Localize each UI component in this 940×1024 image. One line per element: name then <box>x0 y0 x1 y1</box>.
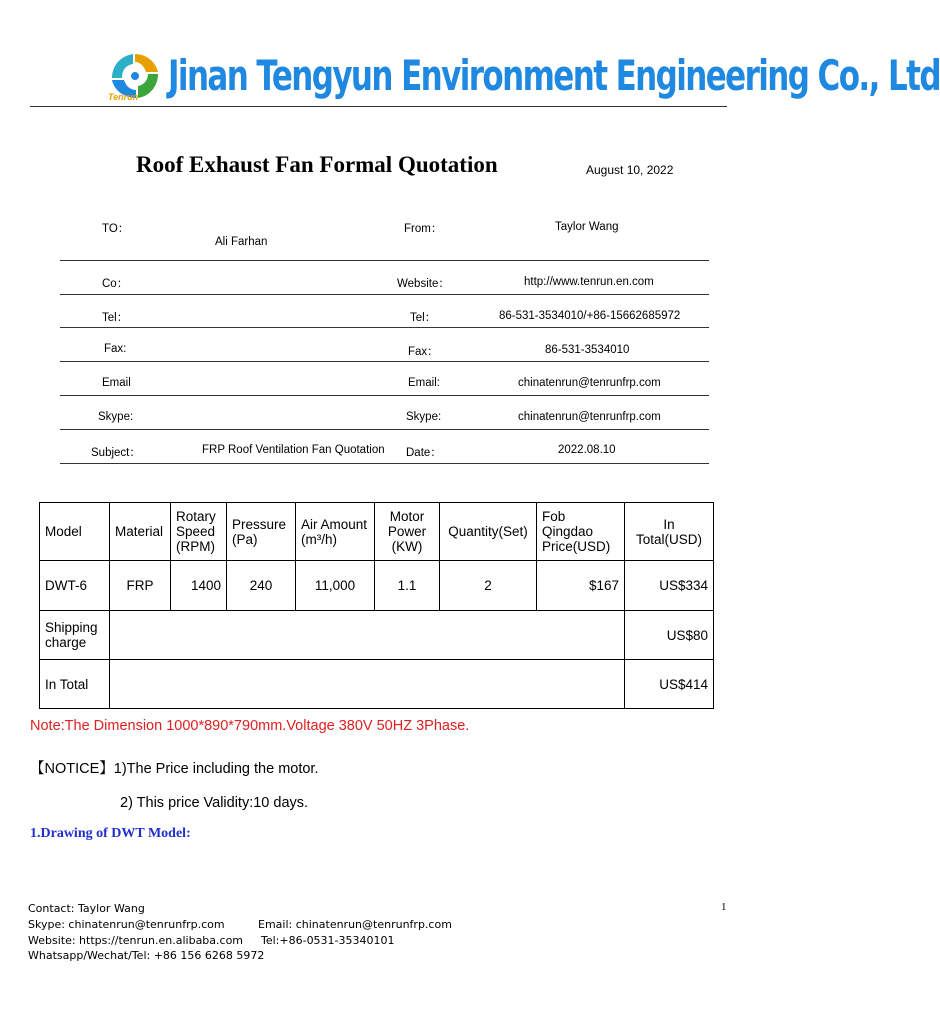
footer-contact: Contact: Taylor Wang <box>28 902 145 915</box>
table-cell: 240 <box>227 561 296 611</box>
footer-email[interactable]: Email: chinatenrun@tenrunfrp.com <box>258 918 452 931</box>
table-cell: FRP <box>110 561 171 611</box>
date-value: 2022.08.10 <box>558 444 616 456</box>
date-label: Date： <box>406 447 442 459</box>
shipping-total: US$80 <box>625 611 714 660</box>
email-value[interactable]: chinatenrun@tenrunfrp.com <box>518 377 661 389</box>
total-label: In Total <box>40 660 110 709</box>
divider <box>60 395 709 396</box>
total-row <box>40 660 714 709</box>
from-label: From： <box>404 223 443 235</box>
divider <box>60 463 709 464</box>
header-cell: Material <box>110 503 171 561</box>
quotation-table <box>39 502 714 709</box>
table-cell: 2 <box>440 561 537 611</box>
from-value: Taylor Wang <box>555 221 619 233</box>
footer-skype: Skype: chinatenrun@tenrunfrp.com <box>28 918 225 931</box>
header-cell: In Total(USD) <box>625 503 714 561</box>
website-label: Website： <box>397 278 450 290</box>
fax-value: 86-531-3534010 <box>545 344 630 356</box>
table-header-row <box>40 503 714 561</box>
shipping-row <box>40 611 714 660</box>
page-number: 1 <box>721 901 727 913</box>
to-value: Ali Farhan <box>215 236 268 248</box>
table-row <box>40 561 714 611</box>
section-heading: 1.Drawing of DWT Model: <box>30 826 191 841</box>
company-name: Jinan Tengyun Environment Engineering Co., Ltd <box>168 52 940 101</box>
notice-2: 2) This price Validity:10 days. <box>120 795 309 811</box>
skype-value: chinatenrun@tenrunfrp.com <box>518 411 661 423</box>
tel-label-left: Tel： <box>102 312 129 324</box>
header-divider <box>30 106 727 107</box>
notice-1: 【NOTICE】1)The Price including the motor. <box>30 761 319 777</box>
divider <box>60 361 709 362</box>
header-cell: Rotary Speed (RPM) <box>171 503 227 561</box>
dimension-note: Note:The Dimension 1000*890*790mm.Voltage 380V 50HZ 3Phase. <box>30 718 470 734</box>
divider <box>60 327 709 328</box>
footer-whatsapp: Whatsapp/Wechat/Tel: +86 156 6268 5972 <box>28 949 265 962</box>
empty-cell <box>110 660 625 709</box>
tel-value: 86-531-3534010/+86-15662685972 <box>499 310 681 322</box>
skype-label-left: Skype: <box>98 411 134 423</box>
header-cell: Model <box>40 503 110 561</box>
header-cell: Air Amount (m³/h) <box>296 503 375 561</box>
subject-value: FRP Roof Ventilation Fan Quotation <box>202 444 385 456</box>
fax-label-left: Fax: <box>104 343 127 355</box>
tel-label-right: Tel： <box>410 312 437 324</box>
email-label-right: Email: <box>408 377 440 389</box>
to-label: TO： <box>102 223 130 235</box>
quotation-date: August 10, 2022 <box>586 163 674 177</box>
shipping-label: Shipping charge <box>40 611 110 660</box>
email-label-left: Email <box>102 377 131 389</box>
footer-website[interactable]: Website: https://tenrun.en.alibaba.com <box>28 934 244 947</box>
divider <box>60 429 709 430</box>
logo-wordmark: Tenrun <box>108 92 139 102</box>
table-cell: DWT-6 <box>40 561 110 611</box>
header-cell: Pressure (Pa) <box>227 503 296 561</box>
skype-label-right: Skype: <box>406 411 442 423</box>
footer-tel: Tel:+86-0531-35340101 <box>261 934 395 947</box>
page-title: Roof Exhaust Fan Formal Quotation <box>136 152 498 177</box>
co-label: Co： <box>102 278 129 290</box>
subject-label: Subject： <box>91 447 141 459</box>
table-cell: $167 <box>537 561 625 611</box>
table-cell: US$334 <box>625 561 714 611</box>
table-cell: 1.1 <box>375 561 440 611</box>
divider <box>60 294 709 295</box>
table-cell: 1400 <box>171 561 227 611</box>
fax-label-right: Fax： <box>408 346 439 358</box>
empty-cell <box>110 611 625 660</box>
header-cell: Quantity(Set) <box>440 503 537 561</box>
total-value: US$414 <box>625 660 714 709</box>
divider <box>60 260 709 261</box>
website-value[interactable]: http://www.tenrun.en.com <box>524 276 654 288</box>
table-cell: 11,000 <box>296 561 375 611</box>
header-cell: Fob Qingdao Price(USD) <box>537 503 625 561</box>
header-cell: Motor Power (KW) <box>375 503 440 561</box>
